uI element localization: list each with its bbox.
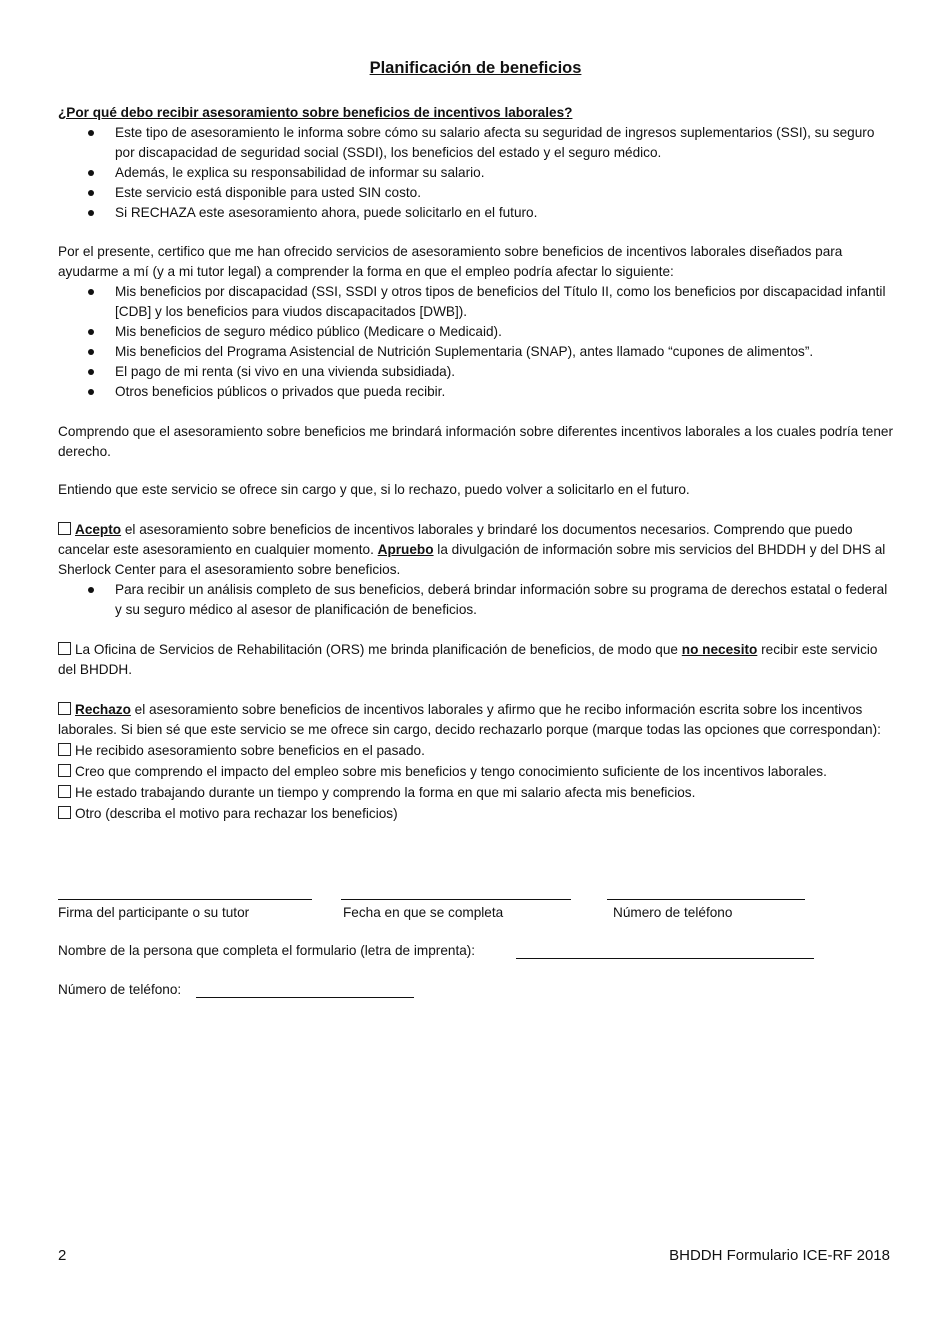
page-number: 2 [58,1247,67,1264]
option-label: Otro (describa el motivo para rechazar los beneficios) [75,806,398,821]
option-checkbox[interactable] [58,785,71,798]
accept-section [58,520,893,620]
phone-line[interactable] [607,899,805,900]
accept-keyword: Acepto [75,522,122,537]
option-label: He recibido asesoramiento sobre beneficios en el pasado. [75,743,425,758]
ors-paragraph [58,640,893,680]
accept-checkbox[interactable] [58,522,71,535]
reject-option [58,783,893,804]
ors-text-end: recibir este servicio del BHDDH. [58,642,878,677]
list-item: Para recibir un análisis completo de sus beneficios, deberá brindar información sobre su programa de derechos estatal o federal y su seguro médico al asesor de planificación de beneficios. [58,580,893,620]
option-label: He estado trabajando durante un tiempo y comprendo la forma en que mi salario afecta mis beneficios. [75,785,696,800]
participant-signature-label: Firma del participante o su tutor [58,905,250,920]
understand-paragraph-2: Entiendo que este servicio se ofrece sin cargo y que, si lo rechazo, puedo volver a solicitarlo en el futuro. [58,482,690,497]
reject-keyword: Rechazo [75,702,131,717]
reject-text: el asesoramiento sobre beneficios de incentivos laborales y afirmo que he recibo información escrita sobre los incentivos laborales. Si bien sé que este servicio se me ofrece sin cargo, decido rechazarlo porque (marque todas las opciones que correspondan): [58,702,881,737]
participant-signature-line[interactable] [58,899,312,900]
reject-option [58,762,893,783]
approve-keyword: Apruebo [377,542,434,557]
approve-text: la divulgación de información sobre mis servicios del BHDDH y del DHS al Sherlock Center para el asesoramiento sobre beneficios. [58,542,886,577]
phone2-label: Número de teléfono: [58,982,182,997]
ors-checkbox[interactable] [58,642,71,655]
date-label: Fecha en que se completa [343,905,504,920]
option-label: Creo que comprendo el impacto del empleo sobre mis beneficios y tengo conocimiento suficiente de los incentivos laborales. [75,764,827,779]
page-title: Planificación de beneficios [369,59,582,77]
accept-text: el asesoramiento sobre beneficios de incentivos laborales y brindaré los documentos necesarios. Comprendo que puedo cancelar este asesoramiento en cualquier momento. [58,522,853,557]
understand-section [58,422,893,462]
list-item: Este servicio está disponible para usted SIN costo. [58,183,893,203]
list-item: Mis beneficios del Programa Asistencial de Nutrición Suplementaria (SNAP), antes llamado “cupones de alimentos”. [58,342,893,362]
name-line[interactable] [516,958,814,959]
reject-section [58,700,893,825]
phone-label: Número de teléfono [613,905,733,920]
ors-text: La Oficina de Servicios de Rehabilitación (ORS) me brinda planificación de beneficios, de modo que [75,642,682,657]
reject-option [58,741,893,762]
ors-section [58,640,893,680]
understand-section-2 [58,480,893,500]
ors-keyword: no necesito [681,642,758,657]
list-item: Si RECHAZA este asesoramiento ahora, puede solicitarlo en el futuro. [58,203,893,223]
accept-list [58,580,893,620]
form-id: BHDDH Formulario ICE-RF 2018 [669,1247,890,1264]
list-item: Este tipo de asesoramiento le informa sobre cómo su salario afecta su seguridad de ingresos suplementarios (SSI), su seguro por discapacidad de seguridad social (SSDI), los beneficios del estado y el seguro médico. [58,123,893,163]
list-item: Otros beneficios públicos o privados que pueda recibir. [58,382,893,402]
why-list [58,123,893,223]
certify-list [58,282,893,402]
list-item: Además, le explica su responsabilidad de informar su salario. [58,163,893,183]
accept-paragraph [58,520,893,580]
name-label: Nombre de la persona que completa el formulario (letra de imprenta): [58,943,476,958]
list-item: Mis beneficios de seguro médico público (Medicare o Medicaid). [58,322,893,342]
list-item: Mis beneficios por discapacidad (SSI, SSDI y otros tipos de beneficios del Título II, como los beneficios por discapacidad infantil [CDB] y los beneficios para viudos discapacitados [DWB]). [58,282,893,322]
reject-option [58,804,893,825]
certify-paragraph: Por el presente, certifico que me han ofrecido servicios de asesoramiento sobre beneficios de incentivos laborales diseñados para ayudarme a mí (y a mi tutor legal) a comprender la forma en que el empleo podría afectar lo siguiente: [58,244,843,279]
reject-paragraph [58,700,893,740]
understand-paragraph-1: Comprendo que el asesoramiento sobre beneficios me brindará información sobre diferentes incentivos laborales a los cuales podría tener derecho. [58,424,893,459]
reject-checkbox[interactable] [58,702,71,715]
date-line[interactable] [341,899,571,900]
section-question: ¿Por qué debo recibir asesoramiento sobre beneficios de incentivos laborales? [58,105,573,120]
option-checkbox[interactable] [58,806,71,819]
why-section [58,103,893,223]
option-checkbox[interactable] [58,743,71,756]
phone2-line[interactable] [196,997,414,998]
certify-section [58,242,893,402]
option-checkbox[interactable] [58,764,71,777]
reject-options [58,741,893,825]
list-item: El pago de mi renta (si vivo en una vivienda subsidiada). [58,362,893,382]
